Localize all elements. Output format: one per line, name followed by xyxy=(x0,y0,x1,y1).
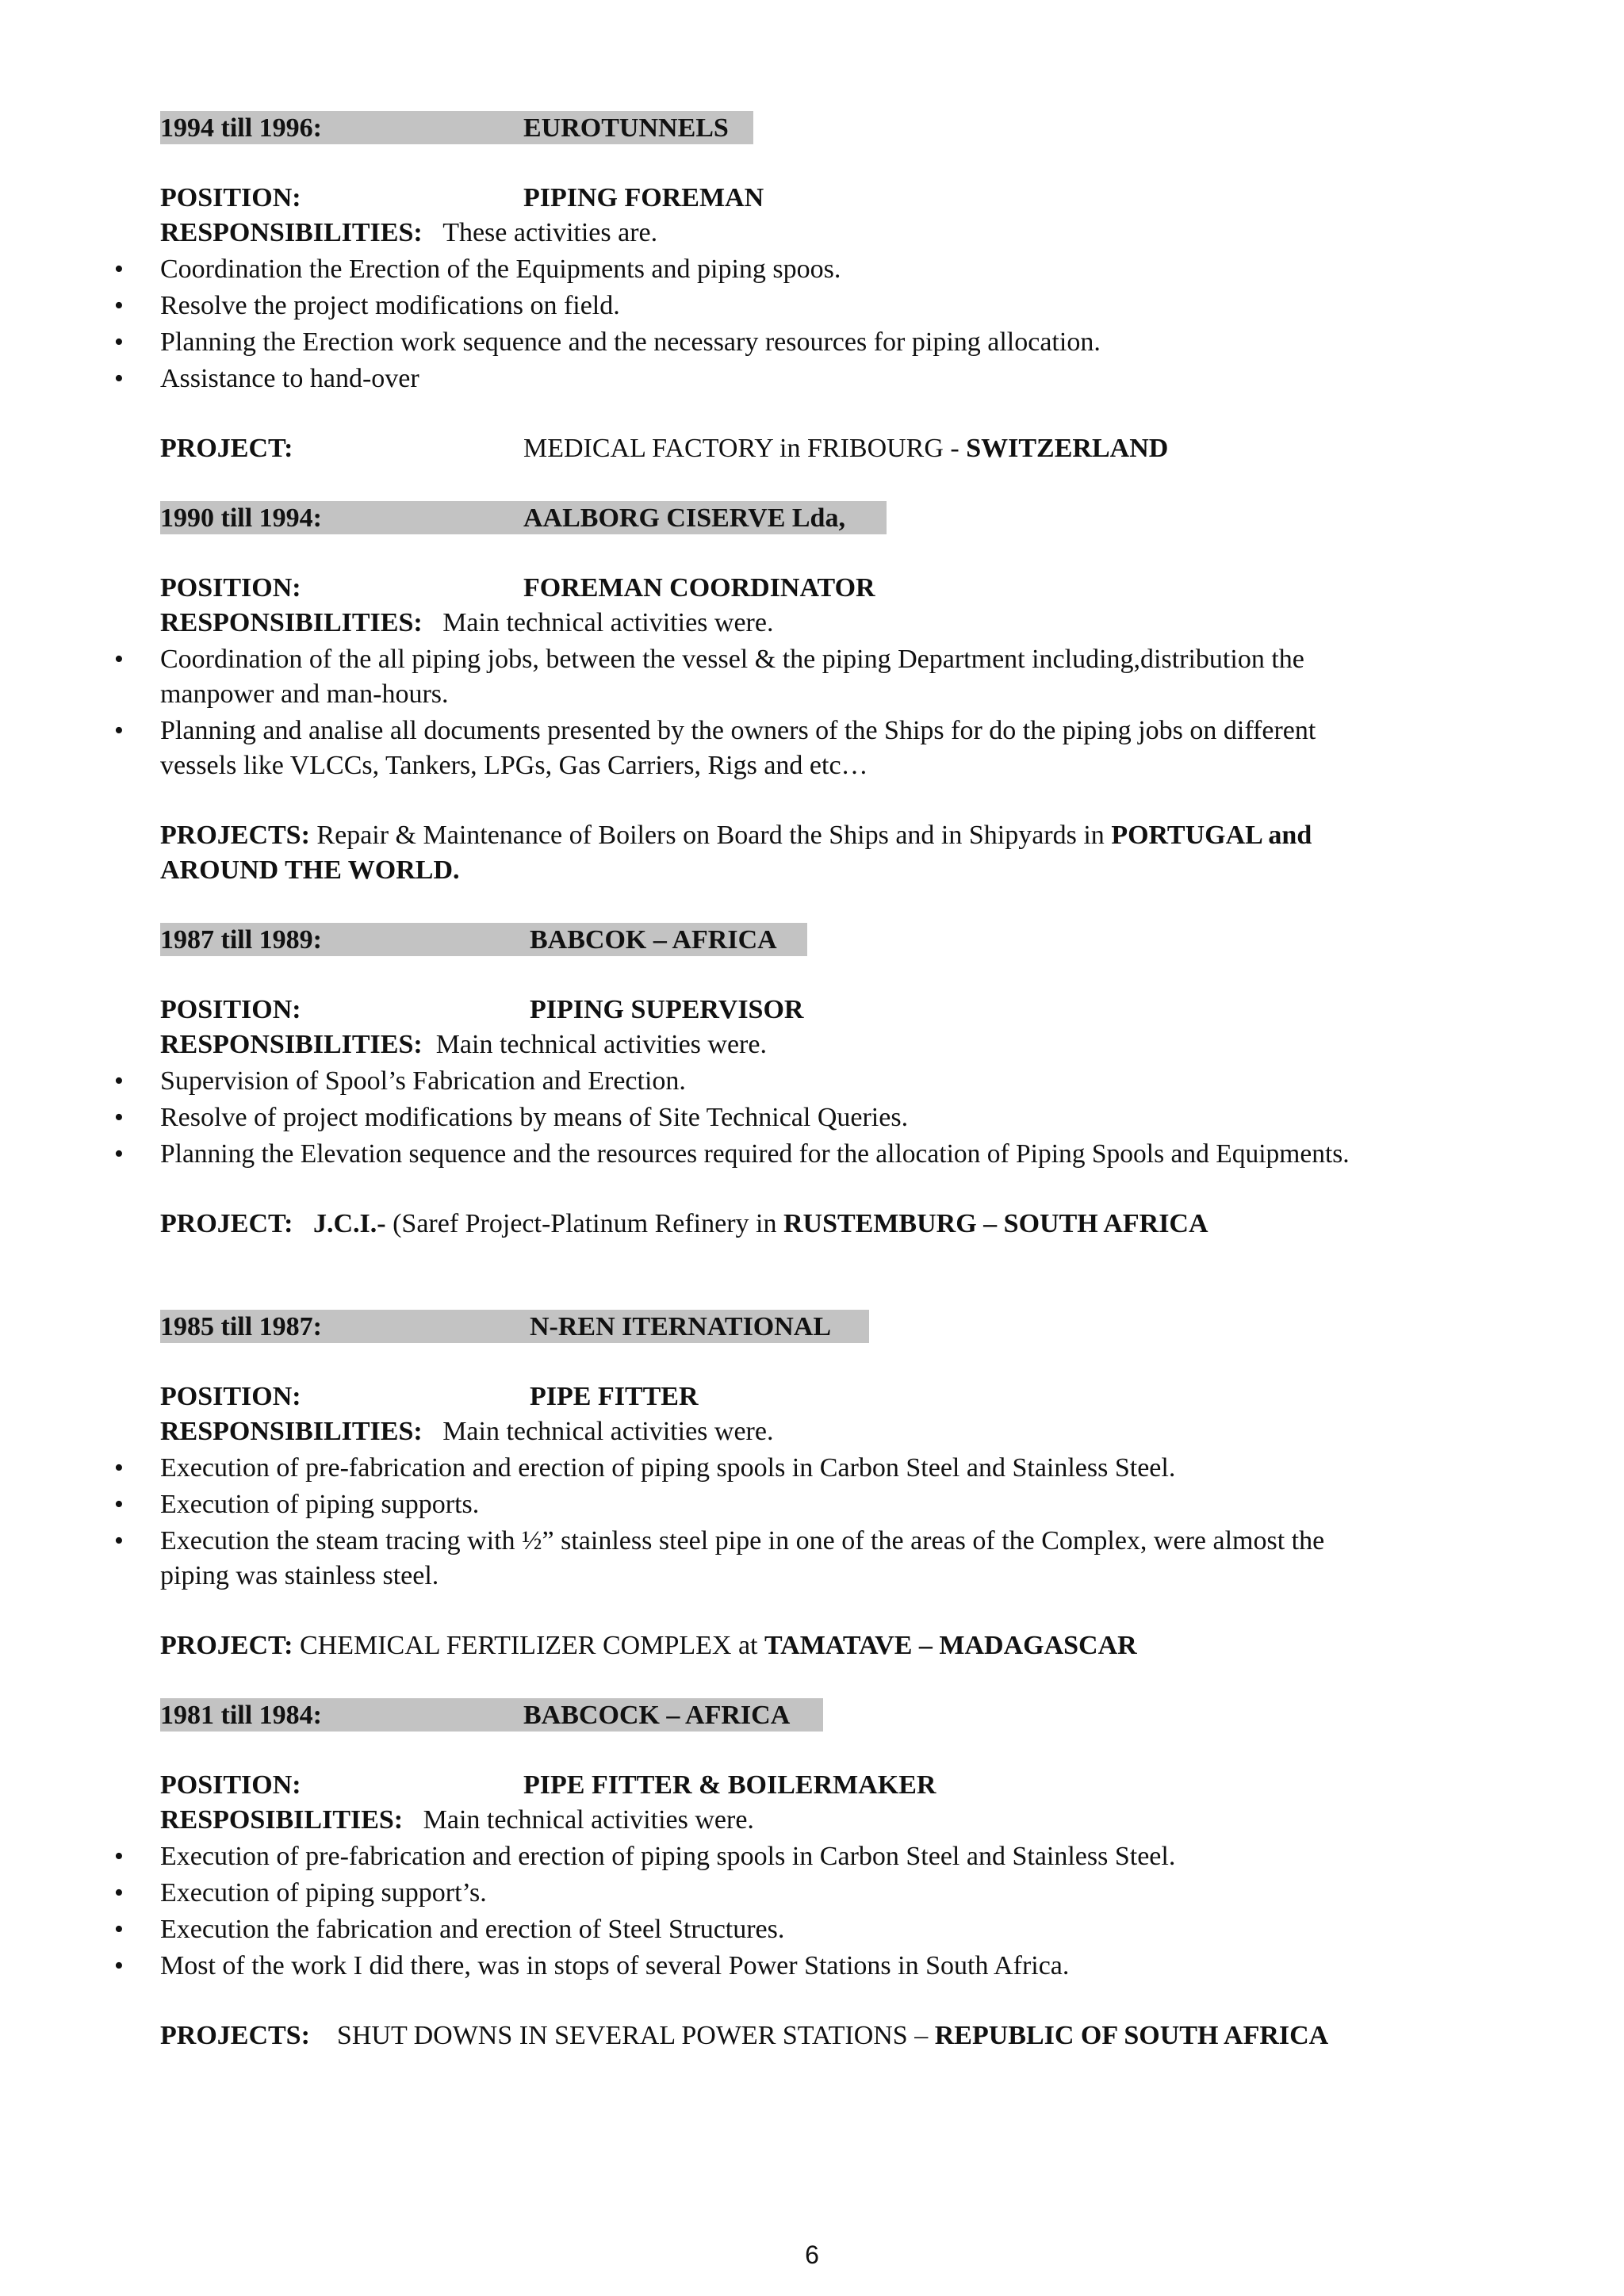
list-item: Supervision of Spool’s Fabrication and Erection. xyxy=(160,1066,686,1096)
section-year: 1981 till 1984: xyxy=(160,1701,322,1730)
list-item: Most of the work I did there, was in stops of several Power Stations in South Africa. xyxy=(160,1951,1070,1980)
section-header xyxy=(160,1310,869,1343)
project-line xyxy=(160,1207,1208,1242)
bullet-icon: • xyxy=(114,1842,124,1871)
position-value: PIPING SUPERVISOR xyxy=(530,995,804,1024)
project-text: MEDICAL FACTORY in FRIBOURG - xyxy=(523,434,967,463)
responsibilities-label: RESPONSIBILITIES: xyxy=(160,218,423,247)
section-year: 1985 till 1987: xyxy=(160,1312,322,1341)
list-item: Execution of piping support’s. xyxy=(160,1878,487,1908)
position-label: POSITION: xyxy=(160,183,301,212)
project-text: CHEMICAL FERTILIZER COMPLEX at xyxy=(293,1631,764,1660)
list-item: Execution of piping supports. xyxy=(160,1490,480,1519)
position-line xyxy=(160,1768,1112,1803)
responsibilities-line xyxy=(160,1803,754,1838)
project-text: SHUT DOWNS IN SEVERAL POWER STATIONS – xyxy=(336,2021,935,2050)
project-location: PORTUGAL and xyxy=(1111,821,1312,850)
responsibilities-intro: Main technical activities were. xyxy=(423,1805,754,1835)
responsibilities-label: RESPONSIBILITIES: xyxy=(160,1030,423,1059)
bullet-icon: • xyxy=(114,1490,124,1519)
project-label: PROJECT: xyxy=(160,1209,293,1238)
bullet-icon: • xyxy=(114,327,124,357)
responsibilities-intro: Main technical activities were. xyxy=(435,1030,767,1059)
project-label: PROJECT: xyxy=(160,1631,293,1660)
list-item: Coordination the Erection of the Equipments and piping spoos. xyxy=(160,254,841,284)
section-header xyxy=(160,501,887,534)
bullet-icon: • xyxy=(114,1139,124,1169)
section-year: 1990 till 1994: xyxy=(160,503,322,533)
position-line xyxy=(160,1380,1112,1414)
list-item: Coordination of the all piping jobs, between the vessel & the piping Department including,distribution the xyxy=(160,645,1304,674)
project-line xyxy=(160,1628,1137,1663)
list-item: Planning and analise all documents presented by the owners of the Ships for do the piping jobs on different xyxy=(160,716,1316,745)
list-item: Execution of pre-fabrication and erection of piping spools in Carbon Steel and Stainless Steel. xyxy=(160,1453,1176,1483)
project-text: Repair & Maintenance of Boilers on Board the Ships and in Shipyards in xyxy=(309,821,1112,850)
bullet-icon: • xyxy=(114,254,124,284)
responsibilities-intro: Main technical activities were. xyxy=(442,1417,774,1446)
responsibilities-label: RESPONSIBILITIES: xyxy=(160,608,423,637)
project-line xyxy=(160,431,1429,466)
responsibilities-line xyxy=(160,216,657,251)
project-line xyxy=(160,818,1312,853)
position-line xyxy=(160,993,1112,1027)
bullet-icon: • xyxy=(114,364,124,393)
list-item-continuation: manpower and man-hours. xyxy=(160,679,449,709)
section-company: AALBORG CISERVE Lda, xyxy=(523,503,845,533)
section-company: N-REN ITERNATIONAL xyxy=(530,1312,832,1341)
bullet-icon: • xyxy=(114,1453,124,1483)
section-header xyxy=(160,1698,823,1732)
responsibilities-line xyxy=(160,606,773,641)
responsibilities-line xyxy=(160,1027,767,1062)
list-item-continuation: vessels like VLCCs, Tankers, LPGs, Gas Carriers, Rigs and etc… xyxy=(160,751,868,780)
list-item: Planning the Erection work sequence and the necessary resources for piping allocation. xyxy=(160,327,1101,357)
bullet-icon: • xyxy=(114,1951,124,1980)
project-label: PROJECTS: xyxy=(160,2021,310,2050)
list-item: Execution the fabrication and erection of Steel Structures. xyxy=(160,1915,785,1944)
project-location: TAMATAVE – MADAGASCAR xyxy=(764,1631,1137,1660)
position-value: FOREMAN COORDINATOR xyxy=(523,573,875,603)
bullet-icon: • xyxy=(114,1066,124,1096)
project-location: REPUBLIC OF SOUTH AFRICA xyxy=(934,2021,1329,2050)
bullet-icon: • xyxy=(114,1915,124,1944)
project-text: (Saref Project-Platinum Refinery in xyxy=(385,1209,783,1238)
page-number: 6 xyxy=(805,2241,819,2269)
responsibilities-intro: These activities are. xyxy=(442,218,658,247)
project-label: PROJECT: xyxy=(160,434,293,463)
project-line xyxy=(160,2019,1328,2053)
list-item: Execution the steam tracing with ½” stainless steel pipe in one of the areas of the Complex, were almost the xyxy=(160,1526,1325,1556)
position-value: PIPING FOREMAN xyxy=(523,183,764,212)
position-line xyxy=(160,181,1112,216)
section-company: BABCOCK – AFRICA xyxy=(523,1701,791,1730)
bullet-icon: • xyxy=(114,716,124,745)
position-value: PIPE FITTER & BOILERMAKER xyxy=(523,1770,936,1800)
section-company: BABCOK – AFRICA xyxy=(530,925,777,955)
project-client: J.C.I.- xyxy=(312,1209,386,1238)
responsibilities-intro: Main technical activities were. xyxy=(442,608,774,637)
position-line xyxy=(160,571,1112,606)
project-location-continuation: AROUND THE WORLD. xyxy=(160,855,460,885)
list-item: Execution of pre-fabrication and erection of piping spools in Carbon Steel and Stainless Steel. xyxy=(160,1842,1176,1871)
position-label: POSITION: xyxy=(160,1382,301,1411)
project-location: SWITZERLAND xyxy=(966,434,1169,463)
section-header xyxy=(160,923,807,956)
bullet-icon: • xyxy=(114,645,124,674)
section-header xyxy=(160,111,753,144)
list-item: Assistance to hand-over xyxy=(160,364,419,393)
responsibilities-label: RESPOSIBILITIES: xyxy=(160,1805,404,1835)
position-label: POSITION: xyxy=(160,995,301,1024)
list-item: Planning the Elevation sequence and the resources required for the allocation of Piping Spools and Equipments. xyxy=(160,1139,1350,1169)
position-label: POSITION: xyxy=(160,1770,301,1800)
list-item: Resolve the project modifications on field. xyxy=(160,291,620,320)
list-item-continuation: piping was stainless steel. xyxy=(160,1561,439,1590)
bullet-icon: • xyxy=(114,291,124,320)
project-label: PROJECTS: xyxy=(160,821,310,850)
responsibilities-label: RESPONSIBILITIES: xyxy=(160,1417,423,1446)
bullet-icon: • xyxy=(114,1526,124,1556)
bullet-icon: • xyxy=(114,1103,124,1132)
list-item: Resolve of project modifications by means of Site Technical Queries. xyxy=(160,1103,909,1132)
position-label: POSITION: xyxy=(160,573,301,603)
section-company: EUROTUNNELS xyxy=(523,113,729,143)
bullet-icon: • xyxy=(114,1878,124,1908)
position-value: PIPE FITTER xyxy=(530,1382,699,1411)
section-year: 1987 till 1989: xyxy=(160,925,322,955)
project-location: RUSTEMBURG – SOUTH AFRICA xyxy=(783,1209,1208,1238)
responsibilities-line xyxy=(160,1414,773,1449)
section-year: 1994 till 1996: xyxy=(160,113,322,143)
